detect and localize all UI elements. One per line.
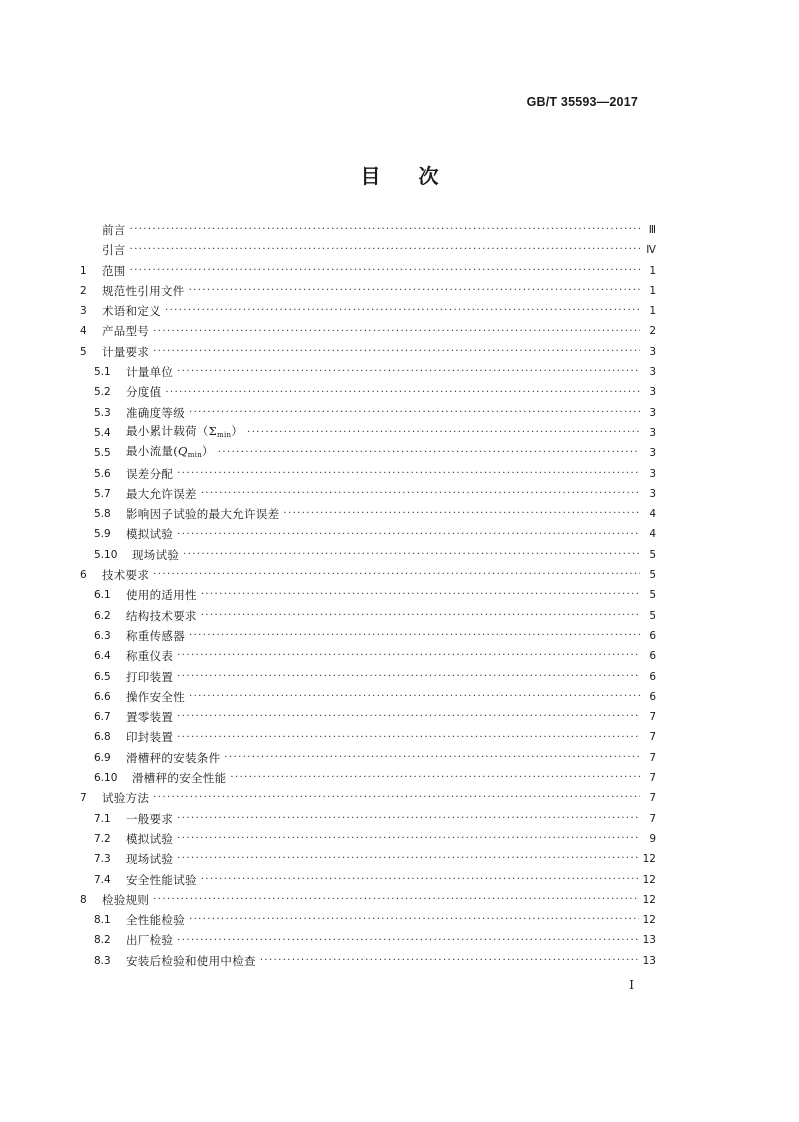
toc-entry-page: 3 [649,467,656,480]
toc-entry-label-text: 操作安全性 [126,689,185,704]
toc-leader-dots [153,890,638,910]
toc-entry-label [102,261,130,281]
toc-entry-page: 4 [649,508,656,521]
toc-entry-number: 6.8 [94,731,111,744]
toc-entry-label-text: 全性能检验 [126,913,185,928]
toc-entry[interactable] [80,423,656,443]
toc-entry-number: 6.4 [94,650,111,663]
toc-entry[interactable] [80,504,656,524]
toc-entry-label-text: 打印装置 [126,669,174,684]
toc-entry-number: 5.8 [94,508,111,521]
toc-entry-number: 4 [80,325,87,338]
toc-entry[interactable] [80,484,656,504]
toc-entry-label-text: 计量要求 [102,344,150,359]
toc-leader-dots [183,545,640,565]
toc-entry-label [126,464,177,484]
toc-leader-dots [201,585,640,605]
toc-entry-number: 5.6 [94,467,111,480]
toc-entry[interactable] [80,951,656,971]
toc-leader-dots [260,951,639,971]
toc-entry-subscript: min [217,430,232,439]
toc-entry-page: Ⅲ [648,224,656,236]
toc-entry-label [126,484,201,504]
toc-entry-number: 5 [80,345,87,358]
toc-entry-label-text: 引言 [102,243,126,258]
toc-entry-page: 3 [649,426,656,439]
toc-entry-number: 1 [80,264,87,277]
toc-entry-number: 7 [80,792,87,805]
toc-entry-page: 3 [649,366,656,379]
toc-entry-label [126,504,283,524]
standard-code: GB/T 35593—2017 [526,95,638,109]
toc-entry[interactable] [80,281,656,301]
toc-leader-dots [130,240,640,260]
toc-entry-label-text: 模拟试验 [126,831,174,846]
toc-entry-label [126,727,177,747]
toc-leader-dots [201,606,640,626]
toc-leader-dots [177,646,640,666]
toc-entry-page: 12 [642,914,656,927]
toc-entry-label [102,565,153,585]
toc-entry[interactable] [80,646,656,666]
toc-entry-number: 7.1 [94,812,111,825]
toc-entry[interactable] [80,768,656,788]
toc-entry-label-text: 误差分配 [126,466,174,481]
toc-leader-dots [230,768,640,788]
toc-entry-label [126,910,189,930]
toc-entry-label [126,606,201,626]
toc-entry-label-text: 滑槽秤的安装条件 [126,750,221,765]
toc-entry-page: 7 [649,792,656,805]
toc-entry[interactable] [80,890,656,910]
toc-entry-label [126,646,177,666]
toc-entry-page: 5 [649,548,656,561]
toc-entry-label-text: 使用的适用性 [126,588,197,603]
toc-entry-label [102,301,165,321]
toc-entry[interactable] [80,261,656,281]
toc-leader-dots [177,849,638,869]
toc-entry-page: 6 [649,650,656,663]
toc-entry-label-text: 影响因子试验的最大允许误差 [126,507,280,522]
toc-entry-label-text: 一般要求 [126,811,174,826]
page-title [0,160,799,189]
table-of-contents [80,220,656,971]
toc-entry[interactable] [80,687,656,707]
toc-entry-label-text: 试验方法 [102,791,150,806]
toc-entry-page: 1 [649,284,656,297]
toc-entry[interactable] [80,727,656,747]
toc-leader-dots [177,667,640,687]
toc-leader-dots [189,281,640,301]
toc-entry-label-text: 最大允许误差 [126,486,197,501]
toc-entry-label-text: 称重传感器 [126,628,185,643]
toc-entry-label [126,403,189,423]
toc-entry-number: 8.2 [94,934,111,947]
toc-entry-number: 6.5 [94,670,111,683]
toc-leader-dots [189,626,640,646]
toc-entry-page: 3 [649,406,656,419]
toc-leader-dots [153,342,640,362]
toc-entry[interactable] [80,321,656,341]
toc-entry[interactable] [80,829,656,849]
toc-entry-label-text: 滑槽秤的安全性能 [132,771,227,786]
toc-entry-label [102,342,153,362]
toc-leader-dots [224,748,640,768]
toc-entry[interactable] [80,524,656,544]
toc-entry-label-text: 术语和定义 [102,304,161,319]
toc-entry-page: 4 [649,528,656,541]
toc-entry-subscript: min [187,451,203,460]
toc-entry[interactable] [80,342,656,362]
toc-entry[interactable] [80,362,656,382]
toc-entry[interactable] [80,707,656,727]
toc-entry-number: 5.9 [94,528,111,541]
toc-entry[interactable] [80,443,656,463]
toc-entry-number: 8.1 [94,914,111,927]
toc-entry-label-text: 安装后检验和使用中检查 [126,953,256,968]
toc-entry-label [126,362,177,382]
toc-entry-number: 6.2 [94,609,111,622]
toc-entry-number: 6 [80,569,87,582]
toc-entry-label-text: 准确度等级 [126,405,185,420]
toc-entry[interactable] [80,849,656,869]
toc-entry-page: 12 [642,853,656,866]
page-number: I [629,978,634,992]
toc-leader-dots [153,322,640,342]
toc-entry-label-text: 范围 [102,263,126,278]
toc-entry-number: 6.3 [94,629,111,642]
page-title-part2: 次 [418,164,439,188]
toc-entry-number: 7.4 [94,873,111,886]
toc-entry-page: 3 [649,487,656,500]
toc-entry[interactable] [80,910,656,930]
toc-entry-number: 5.10 [94,548,118,561]
page-title-part1: 目 [360,164,381,188]
toc-entry-page: 7 [649,812,656,825]
toc-entry-label-text: 分度值 [126,385,162,400]
toc-entry-page: 6 [649,670,656,683]
toc-entry[interactable] [80,626,656,646]
toc-entry-label-text: 产品型号 [102,324,150,339]
toc-entry-page: 2 [649,325,656,338]
toc-entry[interactable] [80,585,656,605]
toc-leader-dots [189,403,640,423]
toc-entry-label-text: 前言 [102,223,126,237]
toc-entry-page: 6 [649,690,656,703]
toc-entry[interactable] [80,809,656,829]
toc-entry-page: 5 [649,589,656,602]
toc-entry-page: 12 [642,893,656,906]
toc-entry-number: 5.7 [94,487,111,500]
toc-entry-label-text: 检验规则 [102,892,150,907]
toc-entry-page: 3 [649,345,656,358]
toc-leader-dots [201,870,639,890]
toc-leader-dots [177,728,640,748]
toc-leader-dots [153,788,640,808]
toc-entry[interactable] [80,667,656,687]
toc-entry-label [102,788,153,808]
toc-entry-label [132,545,183,565]
toc-entry-label [126,870,201,890]
toc-entry-number: 5.1 [94,366,111,379]
toc-entry-label [102,890,153,910]
toc-entry-label-text: 规范性引用文件 [102,283,185,298]
toc-entry-number: 2 [80,284,87,297]
toc-entry-number: 7.2 [94,832,111,845]
toc-entry-number: 5.3 [94,406,111,419]
toc-entry-number: 3 [80,305,87,318]
toc-leader-dots [130,220,640,240]
toc-entry[interactable] [80,240,656,260]
toc-entry-number: 5.5 [94,447,111,460]
toc-entry-number: 6.6 [94,690,111,703]
toc-entry-label-text: 安全性能试验 [126,872,197,887]
toc-entry-label-text: 技术要求 [102,568,150,583]
toc-entry-label [102,321,153,341]
toc-entry-label-text: 计量单位 [126,365,174,380]
toc-entry[interactable] [80,464,656,484]
toc-entry-page: 12 [642,873,656,886]
toc-entry-page: 7 [649,731,656,744]
toc-entry-label-text: 最小累计载荷（Σ [126,423,218,438]
toc-entry-label [126,829,177,849]
toc-entry-label [126,748,224,768]
toc-entry-page: 6 [649,629,656,642]
toc-entry-label [126,809,177,829]
toc-entry[interactable] [80,220,656,240]
toc-entry-label-text: 出厂检验 [126,933,174,948]
toc-entry[interactable] [80,788,656,808]
toc-entry-page: 9 [649,832,656,845]
toc-entry-label [126,585,201,605]
toc-entry-label [126,382,165,402]
toc-leader-dots [189,910,639,930]
toc-entry-number: 7.3 [94,853,111,866]
toc-entry-label [126,441,218,465]
toc-entry-page: 3 [649,447,656,460]
toc-leader-dots [177,809,640,829]
toc-entry[interactable] [80,748,656,768]
toc-leader-dots [130,261,640,281]
toc-leader-dots [165,301,640,321]
toc-entry[interactable] [80,403,656,423]
toc-entry[interactable] [80,301,656,321]
toc-leader-dots [177,931,638,951]
toc-entry-number: 8.3 [94,954,111,967]
toc-entry-label [132,768,230,788]
toc-entry-label-text: 结构技术要求 [126,608,197,623]
toc-leader-dots [165,383,640,403]
toc-entry-label-text: 置零装置 [126,710,174,725]
toc-entry-label-end: ） [231,423,244,438]
toc-entry-label-text: 印封装置 [126,730,174,745]
toc-entry-page: 1 [649,264,656,277]
toc-entry-number: 5.4 [94,426,111,439]
toc-entry[interactable] [80,930,656,950]
toc-entry-label [102,240,130,260]
toc-leader-dots [201,484,640,504]
toc-entry-label [102,281,189,301]
toc-entry-label [126,707,177,727]
toc-entry-label-text: 现场试验 [126,852,174,867]
toc-leader-dots [177,362,640,382]
toc-entry-page: 13 [642,934,656,947]
toc-entry-label-end: ） [202,444,214,459]
toc-entry-label-text: 现场试验 [132,547,180,562]
toc-leader-dots [177,464,640,484]
toc-entry-label [102,220,130,240]
toc-leader-dots [218,443,640,463]
toc-entry-label [126,524,177,544]
toc-entry-page: Ⅳ [646,244,656,257]
toc-entry-page: 5 [649,609,656,622]
toc-entry[interactable] [80,545,656,565]
toc-leader-dots [177,707,640,727]
toc-leader-dots [153,565,640,585]
toc-entry-number: 8 [80,893,87,906]
toc-leader-dots [283,504,640,524]
toc-leader-dots [189,687,640,707]
toc-entry-page: 5 [649,569,656,582]
toc-entry-label [126,951,260,971]
toc-entry-label-text: 模拟试验 [126,527,174,542]
toc-entry-number: 5.2 [94,386,111,399]
toc-entry-label-text: 称重仪表 [126,649,174,664]
toc-entry-page: 13 [642,954,656,967]
toc-leader-dots [177,829,640,849]
toc-entry-label [126,687,189,707]
toc-entry-page: 1 [649,305,656,318]
toc-entry-label [126,849,177,869]
toc-entry[interactable] [80,870,656,890]
toc-entry-label [126,667,177,687]
toc-entry-number: 6.10 [94,772,118,785]
toc-entry-page: 7 [649,751,656,764]
toc-entry-number: 6.1 [94,589,111,602]
toc-entry[interactable] [80,606,656,626]
toc-entry[interactable] [80,382,656,402]
toc-entry-label [126,626,189,646]
toc-entry-label [126,930,177,950]
toc-entry-page: 7 [649,772,656,785]
toc-entry-label-text: 最小流量( [126,444,178,459]
toc-entry-number: 6.9 [94,751,111,764]
toc-entry-number: 6.7 [94,711,111,724]
toc-entry[interactable] [80,565,656,585]
toc-entry-page: 7 [649,711,656,724]
toc-leader-dots [247,423,640,443]
toc-entry-page: 3 [649,386,656,399]
toc-leader-dots [177,525,640,545]
toc-entry-symbol: Q [178,444,188,459]
